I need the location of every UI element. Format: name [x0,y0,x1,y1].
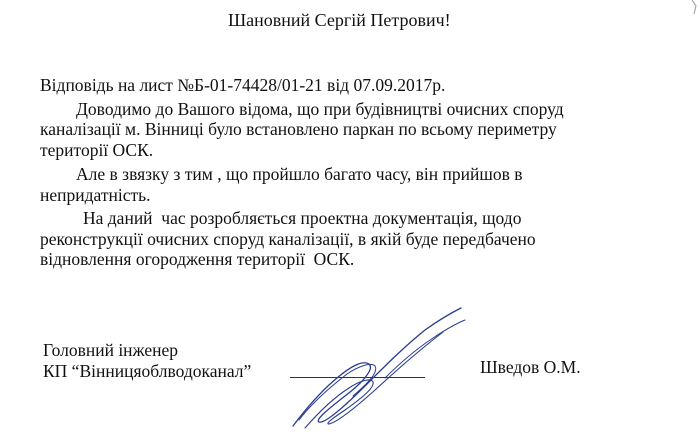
paragraph-2-line-1: Але в звязку з тим , що пройшло багато часу, він прийшов в [76,164,523,184]
paragraph-1-line-2: каналізації м. Вінниці було встановлено паркан по всьому периметру [40,119,557,139]
paragraph-2-line-2: непридатність. [40,185,151,205]
paragraph-3-line-3: відновлення огородження території ОСК. [40,249,355,269]
paragraph-1-line-3: території ОСК. [40,140,154,160]
signer-name: Шведов О.М. [480,357,581,377]
signer-position-title: Головний інженер [43,340,179,360]
signer-organization: КП “Вінницяоблводоканал” [43,361,252,381]
letter-greeting: Шановний Сергій Петрович! [228,10,451,30]
paragraph-1-line-1: Доводимо до Вашого відома, що при будівництві очисних споруд [76,99,564,119]
paragraph-3-line-2: реконструкції очисних споруд каналізації, в якій буде передбачено [40,229,536,249]
page-edge-mark [670,0,700,30]
handwritten-signature [275,300,475,432]
reference-line: Відповідь на лист №Б-01-74428/01-21 від 07.09.2017р. [40,75,446,95]
paragraph-3-line-1: На даний час розробляється проектна документація, щодо [83,208,522,228]
